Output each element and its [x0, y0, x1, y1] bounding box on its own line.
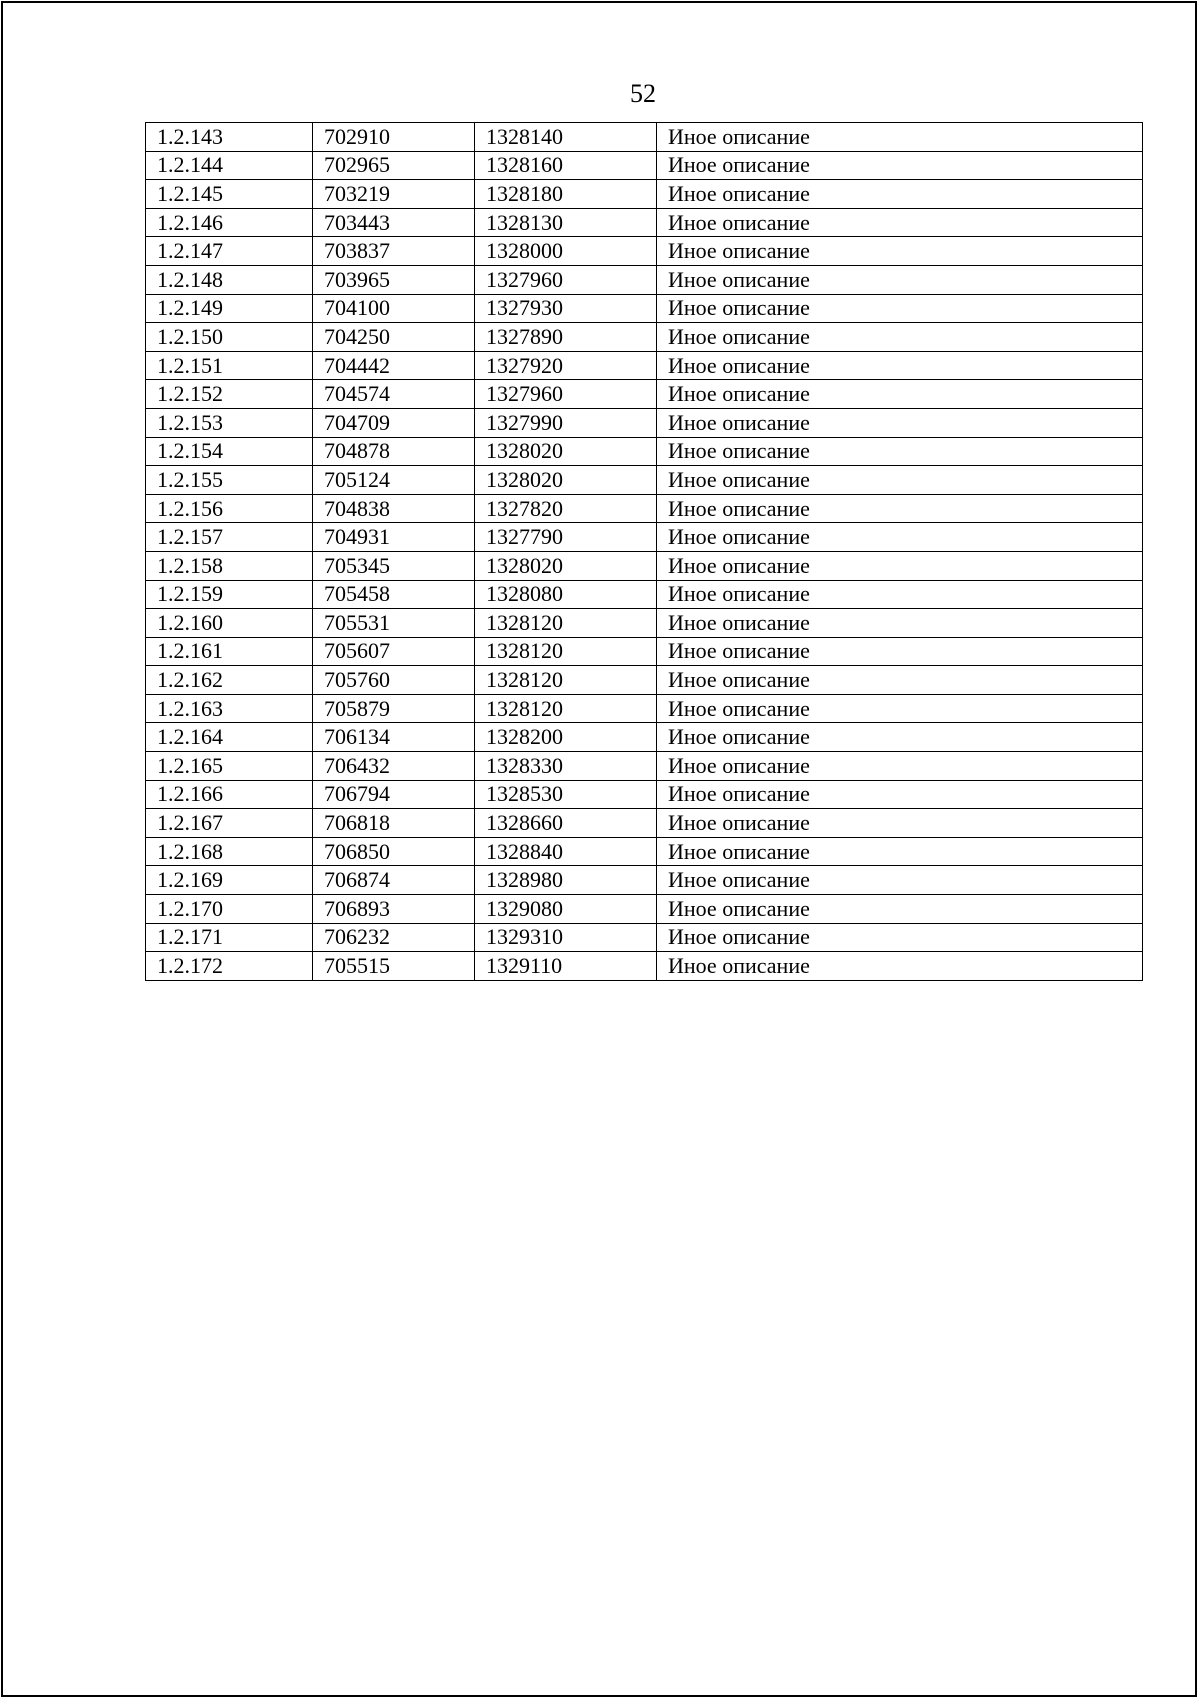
point-number-cell: 1.2.148 [146, 265, 313, 294]
point-number-cell: 1.2.155 [146, 466, 313, 495]
table-row [146, 151, 1143, 180]
x-coordinate-cell: 706794 [313, 780, 475, 809]
y-coordinate-cell: 1328130 [475, 208, 657, 237]
point-number-cell: 1.2.144 [146, 151, 313, 180]
description-cell: Иное описание [657, 523, 1143, 552]
x-coordinate-cell: 705345 [313, 551, 475, 580]
table-row [146, 180, 1143, 209]
coordinates-table [145, 122, 1143, 981]
point-number-cell: 1.2.157 [146, 523, 313, 552]
description-cell: Иное описание [657, 666, 1143, 695]
x-coordinate-cell: 705515 [313, 952, 475, 981]
point-number-cell: 1.2.162 [146, 666, 313, 695]
description-cell: Иное описание [657, 866, 1143, 895]
y-coordinate-cell: 1328020 [475, 437, 657, 466]
point-number-cell: 1.2.156 [146, 494, 313, 523]
table-row [146, 294, 1143, 323]
y-coordinate-cell: 1328530 [475, 780, 657, 809]
description-cell: Иное описание [657, 952, 1143, 981]
point-number-cell: 1.2.159 [146, 580, 313, 609]
point-number-cell: 1.2.163 [146, 694, 313, 723]
y-coordinate-cell: 1328120 [475, 694, 657, 723]
y-coordinate-cell: 1328160 [475, 151, 657, 180]
description-cell: Иное описание [657, 837, 1143, 866]
y-coordinate-cell: 1327990 [475, 408, 657, 437]
x-coordinate-cell: 706432 [313, 752, 475, 781]
table-row [146, 694, 1143, 723]
description-cell: Иное описание [657, 580, 1143, 609]
table-row [146, 723, 1143, 752]
point-number-cell: 1.2.165 [146, 752, 313, 781]
y-coordinate-cell: 1328980 [475, 866, 657, 895]
point-number-cell: 1.2.171 [146, 923, 313, 952]
y-coordinate-cell: 1328080 [475, 580, 657, 609]
point-number-cell: 1.2.146 [146, 208, 313, 237]
point-number-cell: 1.2.143 [146, 123, 313, 152]
table-row [146, 837, 1143, 866]
x-coordinate-cell: 703443 [313, 208, 475, 237]
point-number-cell: 1.2.150 [146, 323, 313, 352]
description-cell: Иное описание [657, 294, 1143, 323]
table-row [146, 866, 1143, 895]
description-cell: Иное описание [657, 265, 1143, 294]
y-coordinate-cell: 1328660 [475, 809, 657, 838]
y-coordinate-cell: 1327920 [475, 351, 657, 380]
description-cell: Иное описание [657, 895, 1143, 924]
table-row [146, 351, 1143, 380]
y-coordinate-cell: 1328840 [475, 837, 657, 866]
y-coordinate-cell: 1329310 [475, 923, 657, 952]
description-cell: Иное описание [657, 923, 1143, 952]
point-number-cell: 1.2.145 [146, 180, 313, 209]
point-number-cell: 1.2.167 [146, 809, 313, 838]
point-number-cell: 1.2.149 [146, 294, 313, 323]
description-cell: Иное описание [657, 752, 1143, 781]
x-coordinate-cell: 703965 [313, 265, 475, 294]
x-coordinate-cell: 704250 [313, 323, 475, 352]
page-number: 52 [630, 79, 656, 108]
description-cell: Иное описание [657, 123, 1143, 152]
point-number-cell: 1.2.160 [146, 609, 313, 638]
description-cell: Иное описание [657, 609, 1143, 638]
table-row [146, 408, 1143, 437]
description-cell: Иное описание [657, 151, 1143, 180]
x-coordinate-cell: 705124 [313, 466, 475, 495]
y-coordinate-cell: 1327820 [475, 494, 657, 523]
point-number-cell: 1.2.169 [146, 866, 313, 895]
point-number-cell: 1.2.152 [146, 380, 313, 409]
description-cell: Иное описание [657, 494, 1143, 523]
point-number-cell: 1.2.170 [146, 895, 313, 924]
y-coordinate-cell: 1327960 [475, 380, 657, 409]
table-row [146, 380, 1143, 409]
description-cell: Иное описание [657, 466, 1143, 495]
x-coordinate-cell: 704574 [313, 380, 475, 409]
x-coordinate-cell: 706893 [313, 895, 475, 924]
y-coordinate-cell: 1328180 [475, 180, 657, 209]
point-number-cell: 1.2.153 [146, 408, 313, 437]
description-cell: Иное описание [657, 437, 1143, 466]
table-row [146, 809, 1143, 838]
x-coordinate-cell: 704838 [313, 494, 475, 523]
table-row [146, 437, 1143, 466]
y-coordinate-cell: 1329080 [475, 895, 657, 924]
y-coordinate-cell: 1327930 [475, 294, 657, 323]
description-cell: Иное описание [657, 380, 1143, 409]
y-coordinate-cell: 1328020 [475, 466, 657, 495]
x-coordinate-cell: 706134 [313, 723, 475, 752]
table-row [146, 580, 1143, 609]
x-coordinate-cell: 706850 [313, 837, 475, 866]
table-row [146, 752, 1143, 781]
table-row [146, 895, 1143, 924]
table-row [146, 237, 1143, 266]
table-row [146, 551, 1143, 580]
y-coordinate-cell: 1328120 [475, 609, 657, 638]
table-row [146, 952, 1143, 981]
table-body [146, 123, 1143, 981]
table-row [146, 780, 1143, 809]
y-coordinate-cell: 1327790 [475, 523, 657, 552]
description-cell: Иное описание [657, 694, 1143, 723]
description-cell: Иное описание [657, 809, 1143, 838]
description-cell: Иное описание [657, 180, 1143, 209]
x-coordinate-cell: 704100 [313, 294, 475, 323]
x-coordinate-cell: 704442 [313, 351, 475, 380]
table-row [146, 666, 1143, 695]
description-cell: Иное описание [657, 208, 1143, 237]
y-coordinate-cell: 1328200 [475, 723, 657, 752]
y-coordinate-cell: 1327890 [475, 323, 657, 352]
x-coordinate-cell: 703219 [313, 180, 475, 209]
point-number-cell: 1.2.151 [146, 351, 313, 380]
x-coordinate-cell: 705458 [313, 580, 475, 609]
point-number-cell: 1.2.161 [146, 637, 313, 666]
y-coordinate-cell: 1327960 [475, 265, 657, 294]
x-coordinate-cell: 704709 [313, 408, 475, 437]
point-number-cell: 1.2.147 [146, 237, 313, 266]
point-number-cell: 1.2.158 [146, 551, 313, 580]
description-cell: Иное описание [657, 323, 1143, 352]
point-number-cell: 1.2.164 [146, 723, 313, 752]
description-cell: Иное описание [657, 408, 1143, 437]
table-row [146, 609, 1143, 638]
table-row [146, 494, 1143, 523]
x-coordinate-cell: 703837 [313, 237, 475, 266]
x-coordinate-cell: 706232 [313, 923, 475, 952]
x-coordinate-cell: 706818 [313, 809, 475, 838]
y-coordinate-cell: 1328140 [475, 123, 657, 152]
table-row [146, 208, 1143, 237]
y-coordinate-cell: 1328330 [475, 752, 657, 781]
description-cell: Иное описание [657, 780, 1143, 809]
table-row [146, 523, 1143, 552]
y-coordinate-cell: 1328020 [475, 551, 657, 580]
point-number-cell: 1.2.168 [146, 837, 313, 866]
description-cell: Иное описание [657, 551, 1143, 580]
y-coordinate-cell: 1328120 [475, 666, 657, 695]
point-number-cell: 1.2.166 [146, 780, 313, 809]
point-number-cell: 1.2.154 [146, 437, 313, 466]
table-row [146, 637, 1143, 666]
x-coordinate-cell: 705879 [313, 694, 475, 723]
table-row [146, 265, 1143, 294]
table-row [146, 323, 1143, 352]
x-coordinate-cell: 704931 [313, 523, 475, 552]
table-row [146, 923, 1143, 952]
x-coordinate-cell: 702910 [313, 123, 475, 152]
x-coordinate-cell: 706874 [313, 866, 475, 895]
table-row [146, 123, 1143, 152]
table-row [146, 466, 1143, 495]
description-cell: Иное описание [657, 723, 1143, 752]
x-coordinate-cell: 705531 [313, 609, 475, 638]
y-coordinate-cell: 1328120 [475, 637, 657, 666]
description-cell: Иное описание [657, 637, 1143, 666]
x-coordinate-cell: 705760 [313, 666, 475, 695]
x-coordinate-cell: 702965 [313, 151, 475, 180]
point-number-cell: 1.2.172 [146, 952, 313, 981]
description-cell: Иное описание [657, 351, 1143, 380]
description-cell: Иное описание [657, 237, 1143, 266]
x-coordinate-cell: 705607 [313, 637, 475, 666]
y-coordinate-cell: 1329110 [475, 952, 657, 981]
x-coordinate-cell: 704878 [313, 437, 475, 466]
y-coordinate-cell: 1328000 [475, 237, 657, 266]
